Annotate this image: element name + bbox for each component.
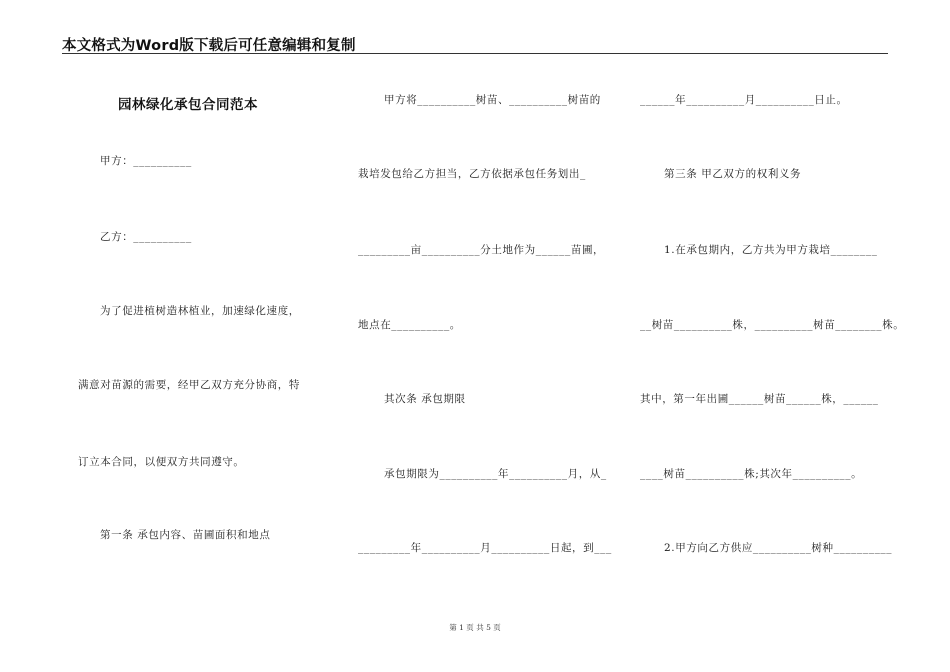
header-rule [62, 53, 888, 54]
page-header: 本文格式为Word版下载后可任意编辑和复制 [62, 38, 356, 54]
col3-line-3: 1.在承包期内，乙方共为甲方栽培________ [664, 244, 878, 256]
col2-line-3: _________亩__________分土地作为______苗圃， [358, 244, 605, 256]
col3-line-7: 2.甲方向乙方供应__________树种__________ [664, 542, 893, 554]
col3-line-1: ______年__________月__________日止。 [640, 94, 848, 106]
col2-line-7: _________年__________月__________日起，到___ [358, 542, 612, 554]
col2-line-6: 承包期限为__________年__________月，从_ [384, 468, 607, 480]
col3-line-6: ____树苗__________株;其次年__________。 [640, 468, 863, 480]
preamble-line-2: 满意对苗源的需要，经甲乙双方充分协商，特 [78, 379, 300, 391]
page-footer: 第 1 页 共 5 页 [449, 623, 501, 632]
col3-line-5: 其中，第一年出圃______树苗______株，______ [640, 393, 879, 405]
article-1-heading: 第一条 承包内容、苗圃面积和地点 [100, 529, 271, 541]
article-3-heading: 第三条 甲乙双方的权利义务 [664, 168, 802, 180]
col2-line-1: 甲方将__________树苗、__________树苗的 [384, 94, 601, 106]
article-2-heading: 其次条 承包期限 [384, 393, 466, 405]
preamble-line-3: 订立本合同，以便双方共同遵守。 [78, 456, 245, 468]
party-b-line: 乙方：__________ [100, 231, 192, 243]
col2-line-2: 栽培发包给乙方担当，乙方依据承包任务划出_ [358, 168, 586, 180]
party-a-line: 甲方：__________ [100, 155, 192, 167]
preamble-line-1: 为了促进植树造林植业，加速绿化速度， [100, 305, 300, 317]
col2-line-4: 地点在__________。 [358, 319, 461, 331]
document-title: 园林绿化承包合同范本 [118, 97, 258, 113]
col3-line-4: __树苗__________株，__________树苗________株。 [640, 319, 905, 331]
